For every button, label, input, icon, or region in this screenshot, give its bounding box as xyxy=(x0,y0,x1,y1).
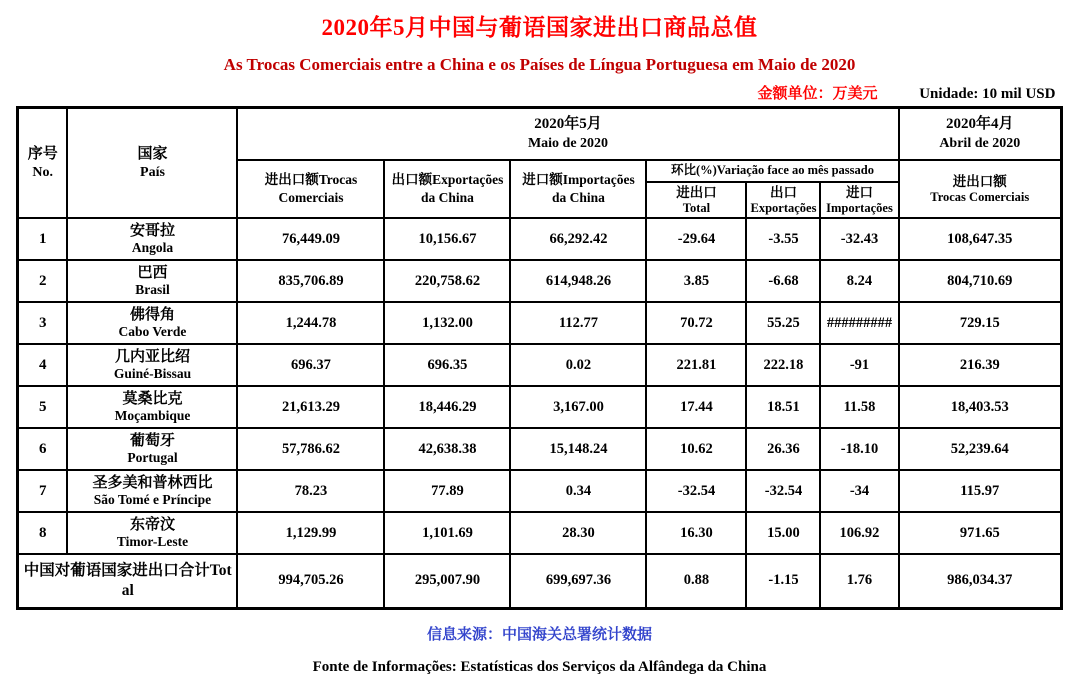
table-row-guine-bissau xyxy=(17,344,1061,386)
total-mom-total-value: 0.88 xyxy=(646,554,746,608)
april-trade-value: 729.15 xyxy=(899,302,1062,344)
col-header-exports: 出口额Exportações da China xyxy=(384,160,510,219)
mom-import-value: -32.43 xyxy=(820,218,898,260)
mom-import-value: 106.92 xyxy=(820,512,898,554)
mom-import-value: ######### xyxy=(820,302,898,344)
trade-value: 1,129.99 xyxy=(237,512,384,554)
mom-export-value: -6.68 xyxy=(746,260,820,302)
col-header-no: 序号 No. xyxy=(17,108,67,219)
col-header-april-2020: 2020年4月 Abril de 2020 xyxy=(899,108,1062,160)
april-trade-value: 115.97 xyxy=(899,470,1062,512)
total-mom-export-value: -1.15 xyxy=(746,554,820,608)
table-row-sao-tome xyxy=(17,470,1061,512)
trade-value: 1,244.78 xyxy=(237,302,384,344)
country-name-latin: Portugal xyxy=(127,450,178,466)
row-no: 1 xyxy=(17,218,67,260)
import-value: 28.30 xyxy=(510,512,646,554)
april-trade-value: 52,239.64 xyxy=(899,428,1062,470)
import-value: 15,148.24 xyxy=(510,428,646,470)
country-name-latin: Angola xyxy=(131,240,174,256)
row-no: 7 xyxy=(17,470,67,512)
source-note-cn: 信息来源：中国海关总署统计数据 xyxy=(426,626,652,643)
country-cell xyxy=(67,470,237,512)
unit-label-cn: 金额单位：万美元 xyxy=(757,86,878,102)
mom-export-value: 55.25 xyxy=(746,302,820,344)
row-no: 6 xyxy=(17,428,67,470)
col-header-mom-exports: 出口 Exportações xyxy=(746,182,820,219)
country-name-latin: Guiné-Bissau xyxy=(113,366,192,382)
units-line xyxy=(18,82,1062,103)
total-row-label: 中国对葡语国家进出口合计Total xyxy=(17,554,237,608)
april-trade-value: 108,647.35 xyxy=(899,218,1062,260)
export-value: 220,758.62 xyxy=(384,260,510,302)
total-export-value: 295,007.90 xyxy=(384,554,510,608)
import-value: 0.34 xyxy=(510,470,646,512)
table-row-cabo-verde xyxy=(17,302,1061,344)
unit-label-en: Unidade: 10 mil USD xyxy=(919,86,1056,102)
source-note-pt: Fonte de Informações: Estatísticas dos Serviços da Alfândega da China xyxy=(312,658,767,675)
april-trade-value: 216.39 xyxy=(899,344,1062,386)
export-value: 77.89 xyxy=(384,470,510,512)
trade-value: 57,786.62 xyxy=(237,428,384,470)
table-row-mocambique xyxy=(17,386,1061,428)
mom-export-value: 18.51 xyxy=(746,386,820,428)
country-name-cn: 葡萄牙 xyxy=(129,432,175,449)
mom-import-value: -91 xyxy=(820,344,898,386)
mom-import-value: 11.58 xyxy=(820,386,898,428)
row-no: 8 xyxy=(17,512,67,554)
country-name-latin: Brasil xyxy=(135,282,170,298)
export-value: 1,132.00 xyxy=(384,302,510,344)
col-header-imports: 进口额Importações da China xyxy=(510,160,646,219)
export-value: 696.35 xyxy=(384,344,510,386)
import-value: 614,948.26 xyxy=(510,260,646,302)
row-no: 5 xyxy=(17,386,67,428)
import-value: 3,167.00 xyxy=(510,386,646,428)
import-value: 0.02 xyxy=(510,344,646,386)
country-name-cn: 东帝汶 xyxy=(129,516,175,533)
country-name-cn: 莫桑比克 xyxy=(122,390,183,407)
country-name-cn: 佛得角 xyxy=(129,306,175,323)
trade-value: 696.37 xyxy=(237,344,384,386)
export-value: 10,156.67 xyxy=(384,218,510,260)
country-name-latin: São Tomé e Príncipe xyxy=(93,492,212,508)
row-no: 2 xyxy=(17,260,67,302)
export-value: 1,101.69 xyxy=(384,512,510,554)
country-cell xyxy=(67,302,237,344)
table-row-angola xyxy=(17,218,1061,260)
total-import-value: 699,697.36 xyxy=(510,554,646,608)
country-name-cn: 圣多美和普林西比 xyxy=(92,474,213,491)
row-no: 3 xyxy=(17,302,67,344)
export-value: 18,446.29 xyxy=(384,386,510,428)
country-name-latin: Cabo Verde xyxy=(118,324,187,340)
col-header-mom-imports: 进口 Importações xyxy=(820,182,898,219)
import-value: 112.77 xyxy=(510,302,646,344)
mom-total-value: 17.44 xyxy=(646,386,746,428)
mom-export-value: 15.00 xyxy=(746,512,820,554)
trade-value: 835,706.89 xyxy=(237,260,384,302)
col-header-country: 国家 País xyxy=(67,108,237,219)
page-title: 2020年5月中国与葡语国家进出口商品总值 xyxy=(321,15,758,40)
april-trade-value: 18,403.53 xyxy=(899,386,1062,428)
col-header-april-trade: 进出口额 Trocas Comerciais xyxy=(899,160,1062,219)
mom-import-value: -18.10 xyxy=(820,428,898,470)
mom-total-value: 16.30 xyxy=(646,512,746,554)
row-no: 4 xyxy=(17,344,67,386)
mom-export-value: 222.18 xyxy=(746,344,820,386)
mom-total-value: 221.81 xyxy=(646,344,746,386)
country-cell xyxy=(67,260,237,302)
mom-total-value: -29.64 xyxy=(646,218,746,260)
total-trade-value: 994,705.26 xyxy=(237,554,384,608)
export-value: 42,638.38 xyxy=(384,428,510,470)
trade-value: 76,449.09 xyxy=(237,218,384,260)
col-header-trade-total: 进出口额Trocas Comerciais xyxy=(237,160,384,219)
table-row-total xyxy=(17,554,1061,608)
col-header-may-2020: 2020年5月 Maio de 2020 xyxy=(237,108,898,160)
mom-export-value: 26.36 xyxy=(746,428,820,470)
country-cell xyxy=(67,218,237,260)
trade-table xyxy=(16,106,1063,610)
trade-value: 21,613.29 xyxy=(237,386,384,428)
import-value: 66,292.42 xyxy=(510,218,646,260)
mom-import-value: 8.24 xyxy=(820,260,898,302)
total-mom-import-value: 1.76 xyxy=(820,554,898,608)
col-header-mom-variation: 环比(%)Variação face ao mês passado xyxy=(646,160,898,182)
table-row-portugal xyxy=(17,428,1061,470)
mom-import-value: -34 xyxy=(820,470,898,512)
mom-total-value: 70.72 xyxy=(646,302,746,344)
page-subtitle: As Trocas Comerciais entre a China e os Países de Língua Portuguesa em Maio de 2020 xyxy=(223,55,856,74)
april-trade-value: 804,710.69 xyxy=(899,260,1062,302)
country-name-cn: 巴西 xyxy=(137,264,168,281)
country-name-cn: 安哥拉 xyxy=(129,222,175,239)
country-name-latin: Timor-Leste xyxy=(116,534,189,550)
country-cell xyxy=(67,512,237,554)
mom-export-value: -3.55 xyxy=(746,218,820,260)
mom-total-value: 10.62 xyxy=(646,428,746,470)
table-row-brasil xyxy=(17,260,1061,302)
country-name-cn: 几内亚比绍 xyxy=(114,348,190,365)
table-row-timor-leste xyxy=(17,512,1061,554)
country-cell xyxy=(67,428,237,470)
mom-export-value: -32.54 xyxy=(746,470,820,512)
trade-value: 78.23 xyxy=(237,470,384,512)
col-header-mom-total: 进出口 Total xyxy=(646,182,746,219)
total-april-trade-value: 986,034.37 xyxy=(899,554,1062,608)
country-cell xyxy=(67,386,237,428)
mom-total-value: -32.54 xyxy=(646,470,746,512)
april-trade-value: 971.65 xyxy=(899,512,1062,554)
mom-total-value: 3.85 xyxy=(646,260,746,302)
country-cell xyxy=(67,344,237,386)
country-name-latin: Moçambique xyxy=(114,408,191,424)
